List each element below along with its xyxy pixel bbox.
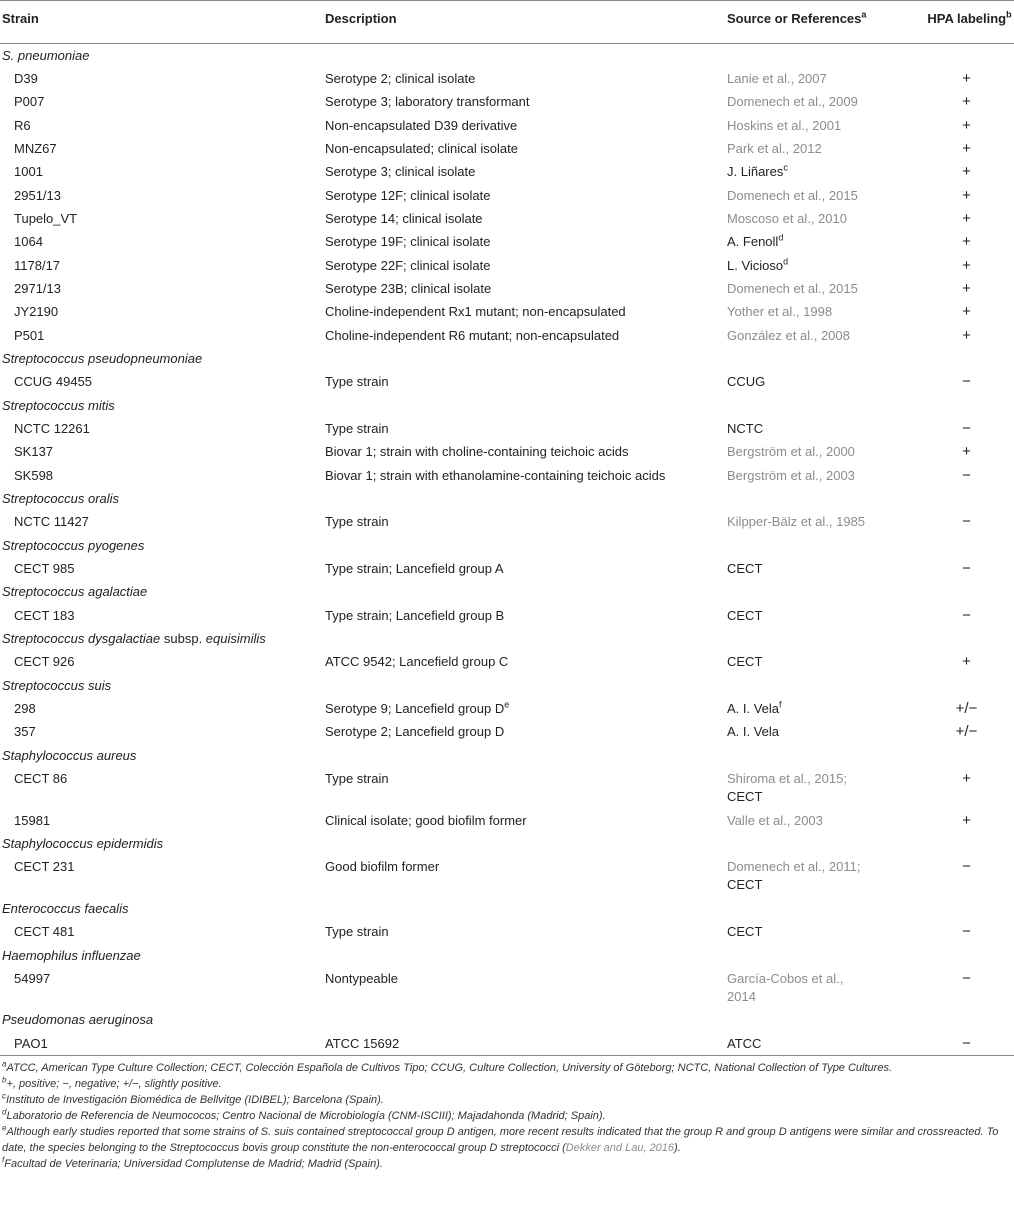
strain-cell: CECT 86 (14, 771, 68, 787)
table-row (0, 557, 1014, 580)
description-cell: Serotype 22F; clinical isolate (325, 257, 491, 273)
table-row (0, 464, 1014, 487)
species-name: Streptococcus pyogenes (2, 537, 145, 553)
strain-cell: 54997 (14, 970, 51, 986)
species-name: Streptococcus pseudopneumoniae (2, 350, 203, 366)
footnote-e-citation[interactable]: Dekker and Lau, 2016 (565, 1141, 675, 1154)
description-cell: Type strain (325, 771, 389, 787)
strain-cell: NCTC 11427 (14, 514, 89, 530)
description-cell: Biovar 1; strain with ethanolamine-containing teichoic acids (325, 467, 666, 483)
species-name: Haemophilus influenzae (2, 947, 141, 963)
species-name: Pseudomonas aeruginosa (2, 1012, 154, 1028)
species-group-row (0, 44, 1014, 67)
table-header (0, 1, 1014, 44)
strain-cell: P501 (14, 327, 45, 343)
header-hpa: HPA labeling$^b$ (925, 1, 1014, 44)
strain-cell: SK137 (14, 444, 54, 460)
species-name: Streptococcus suis (2, 677, 112, 693)
description-cell: Choline-independent Rx1 mutant; non-encapsulated (325, 304, 626, 320)
source-cell[interactable]: Domenech et al., 2015 (727, 187, 858, 203)
source-cell[interactable]: Hoskins et al., 2001 (727, 117, 842, 133)
source-cell[interactable]: Shiroma et al., 2015; CECT (727, 771, 847, 805)
table-row (0, 277, 1014, 300)
species-group-row (0, 944, 1014, 967)
species-name: Streptococcus mitis (2, 397, 115, 413)
description-cell: Serotype 3; laboratory transformant (325, 94, 530, 110)
description-cell: Serotype 23B; clinical isolate (325, 280, 492, 296)
table-row (0, 160, 1014, 183)
source-cell[interactable]: Valle et al., 2003 (727, 812, 823, 828)
source-cell: J. Liñares$^c$ (727, 162, 788, 180)
description-cell: ATCC 15692 (323, 1032, 725, 1055)
description-cell: Serotype 14; clinical isolate (325, 210, 483, 226)
source-cell: A. I. Vela$^f$ (727, 699, 782, 717)
strain-cell: 1178/17 (14, 257, 61, 273)
hpa-cell: − (962, 466, 971, 484)
strain-cell: CECT 985 (14, 561, 75, 577)
hpa-cell: + (962, 69, 971, 87)
source-cell[interactable]: Moscoso et al., 2010 (727, 210, 847, 226)
hpa-cell: + (962, 303, 971, 321)
source-cell[interactable]: Yother et al., 1998 (727, 304, 833, 320)
source-cell[interactable]: Bergström et al., 2003 (727, 467, 855, 483)
strain-cell: Tupelo_VT (14, 210, 78, 226)
footnote-e: $^e$Although early studies reported that some strains of S. suis contained streptococcal group D antigen, more recent results indicated that the group R and group D antigens were similar and crossreacted. To date, the species belonging to the Streptococcus bovis group constitute the non-enterococcal group D streptococci (Dekker and Lau, 2016). (2, 1122, 999, 1154)
table-row (0, 207, 1014, 230)
strain-cell: NCTC 12261 (14, 421, 90, 436)
strain-cell: 1064 (14, 234, 43, 250)
header-hpa-sup: b (1006, 9, 1012, 20)
description-cell: Serotype 12F; clinical isolate (325, 187, 491, 203)
strain-cell: PAO1 (0, 1032, 323, 1055)
source-cell: CECT (727, 607, 763, 623)
footnote-mark: e (504, 699, 510, 710)
hpa-cell: − (962, 858, 971, 876)
description-cell: Type strain (325, 924, 389, 940)
species-name: Enterococcus faecalis (2, 900, 129, 916)
hpa-cell: +/− (955, 723, 978, 741)
source-cell: CCUG (727, 374, 766, 390)
footnote-mark: f (779, 699, 782, 710)
source-cell: NCTC (727, 421, 764, 436)
hpa-cell: − (962, 373, 971, 391)
description-cell: Serotype 3; clinical isolate (325, 164, 476, 180)
hpa-cell: + (962, 279, 971, 297)
description-cell: Type strain; Lancefield group B (325, 607, 505, 623)
source-cell[interactable]: González et al., 2008 (727, 327, 850, 343)
description-cell: Serotype 2; clinical isolate (325, 70, 476, 86)
source-cell: A. I. Vela (727, 724, 780, 740)
description-cell: Type strain (325, 514, 389, 530)
species-name: Streptococcus dysgalactiae subsp. equisimilis (2, 631, 266, 647)
footnotes (0, 1056, 1014, 1172)
strain-cell: 298 (14, 701, 36, 717)
species-group-row (0, 394, 1014, 417)
hpa-cell: + (962, 139, 971, 157)
description-cell: Type strain; Lancefield group A (325, 561, 504, 577)
strain-cell: 2971/13 (14, 280, 61, 296)
source-cell: CECT (727, 561, 763, 577)
species-group-row (0, 744, 1014, 767)
hpa-cell: − (962, 606, 971, 624)
species-group-row (0, 832, 1014, 855)
table-row (0, 604, 1014, 627)
species-group-row (0, 627, 1014, 650)
description-cell: Non-encapsulated; clinical isolate (325, 140, 518, 156)
footnote-a: $^a$ATCC, American Type Culture Collection; CECT, Colección Española de Cultivos Tipo; CCUG, Culture Collection, University of Göteborg; NCTC, National Collection of Type Cultures. (2, 1058, 892, 1074)
table-row (0, 370, 1014, 393)
table-row (0, 1032, 1014, 1055)
source-cell: CECT (727, 654, 763, 670)
strain-cell: CCUG 49455 (14, 374, 93, 390)
table-row (0, 254, 1014, 277)
header-description: Description (323, 1, 725, 44)
source-cell[interactable]: Domenech et al., 2011; CECT (727, 859, 861, 893)
strain-cell: R6 (14, 117, 31, 133)
footnote-d: $^d$Laboratorio de Referencia de Neumococos; Centro Nacional de Microbiología (CNM-ISCIII); Majadahonda (Madrid; Spain). (2, 1106, 606, 1122)
hpa-cell: − (962, 560, 971, 578)
footnote-f: $^f$Facultad de Veterinaria; Universidad Complutense de Madrid; Madrid (Spain). (2, 1154, 383, 1170)
species-group-row (0, 580, 1014, 603)
description-cell: Choline-independent R6 mutant; non-encapsulated (325, 327, 620, 343)
hpa-cell: + (962, 326, 971, 344)
description-cell: Nontypeable (325, 970, 398, 986)
footnote-mark: d (783, 256, 789, 267)
hpa-cell: − (962, 513, 971, 531)
table-row (0, 324, 1014, 347)
source-cell[interactable]: García-Cobos et al., 2014 (727, 970, 844, 1004)
source-cell[interactable]: Domenech et al., 2009 (727, 94, 858, 110)
table-row (0, 767, 1014, 809)
strain-cell: 15981 (14, 812, 51, 828)
source-cell[interactable]: Park et al., 2012 (727, 140, 822, 156)
species-group-row (0, 897, 1014, 920)
source-cell[interactable]: Domenech et al., 2015 (727, 280, 858, 296)
description-cell: Serotype 19F; clinical isolate (325, 234, 491, 250)
table-row (0, 510, 1014, 533)
hpa-cell: − (962, 969, 971, 987)
table-row (0, 184, 1014, 207)
species-name: Staphylococcus aureus (2, 747, 137, 763)
table-row (0, 90, 1014, 113)
hpa-cell: − (925, 1032, 1014, 1055)
strain-cell: CECT 926 (14, 654, 75, 670)
hpa-cell: + (962, 186, 971, 204)
hpa-cell: + (962, 209, 971, 227)
header-source-sup: a (861, 9, 867, 20)
description-cell: Clinical isolate; good biofilm former (325, 812, 527, 828)
description-cell: ATCC 9542; Lancefield group C (325, 654, 509, 670)
strain-cell: 357 (14, 724, 36, 740)
species-name: Streptococcus agalactiae (2, 584, 148, 600)
strain-cell: 1001 (14, 164, 43, 180)
hpa-cell: + (962, 653, 971, 671)
species-name: Staphylococcus epidermidis (2, 836, 164, 851)
hpa-cell: + (962, 233, 971, 251)
strain-cell: CECT 481 (14, 924, 75, 940)
hpa-cell: + (962, 163, 971, 181)
description-cell: Biovar 1; strain with choline-containing teichoic acids (325, 444, 629, 460)
strain-cell: CECT 231 (14, 859, 75, 875)
species-group-row (0, 347, 1014, 370)
description-cell: Type strain (325, 421, 389, 436)
hpa-cell: + (962, 443, 971, 461)
table-body (0, 44, 1014, 1056)
table-row (0, 650, 1014, 673)
table-row (0, 809, 1014, 832)
table-row (0, 67, 1014, 90)
table-row (0, 114, 1014, 137)
source-cell[interactable]: Lanie et al., 2007 (727, 70, 827, 86)
description-cell: Non-encapsulated D39 derivative (325, 117, 518, 133)
hpa-cell: − (962, 923, 971, 941)
strain-cell: D39 (14, 70, 38, 86)
source-cell: L. Vicioso$^d$ (727, 256, 789, 273)
footnote-mark: c (783, 162, 788, 173)
source-cell: ATCC (725, 1032, 925, 1055)
species-group-row (0, 487, 1014, 510)
hpa-cell: + (962, 93, 971, 111)
footnote-b: $^b$+, positive; −, negative; +/−, slightly positive. (2, 1074, 222, 1090)
species-name: S. pneumoniae (2, 48, 90, 63)
strain-cell: P007 (14, 94, 45, 110)
table-row (0, 417, 1014, 440)
strain-cell: JY2190 (14, 304, 59, 320)
hpa-cell: + (962, 811, 971, 829)
table-row (0, 855, 1014, 897)
species-group-row (0, 674, 1014, 697)
strain-cell: MNZ67 (14, 140, 57, 156)
footnote-c: $^c$Instituto de Investigación Biomédica de Bellvitge (IDIBEL); Barcelona (Spain). (2, 1090, 384, 1106)
description-cell: Type strain (325, 374, 389, 390)
hpa-cell: + (962, 770, 971, 788)
table-row (0, 137, 1014, 160)
table-row (0, 230, 1014, 253)
footnote-mark: d (778, 232, 784, 243)
table-row (0, 720, 1014, 743)
description-cell: Serotype 2; Lancefield group D (325, 724, 505, 740)
source-cell: A. Fenoll$^d$ (727, 232, 784, 250)
header-strain: Strain (0, 1, 323, 44)
species-group-row (0, 534, 1014, 557)
hpa-cell: − (962, 420, 971, 437)
description-cell: Serotype 9; Lancefield group De (325, 699, 510, 717)
species-group-row (0, 1008, 1014, 1031)
species-name: Streptococcus oralis (2, 491, 120, 507)
hpa-cell: +/− (955, 700, 978, 718)
strain-cell: 2951/13 (14, 187, 61, 203)
hpa-cell: + (962, 116, 971, 134)
hpa-cell: + (962, 256, 971, 274)
source-cell[interactable]: Bergström et al., 2000 (727, 444, 855, 460)
table-row (0, 440, 1014, 463)
source-cell[interactable]: Kilpper-Bälz et al., 1985 (727, 514, 866, 530)
table-row (0, 697, 1014, 720)
source-cell: CECT (727, 924, 763, 940)
strain-cell: CECT 183 (14, 607, 75, 623)
description-cell: Good biofilm former (325, 859, 440, 875)
header-source: Source or References$^a$ (725, 1, 925, 44)
strain-cell: SK598 (14, 467, 54, 483)
table-row (0, 920, 1014, 943)
table-row (0, 300, 1014, 323)
table-row (0, 967, 1014, 1009)
